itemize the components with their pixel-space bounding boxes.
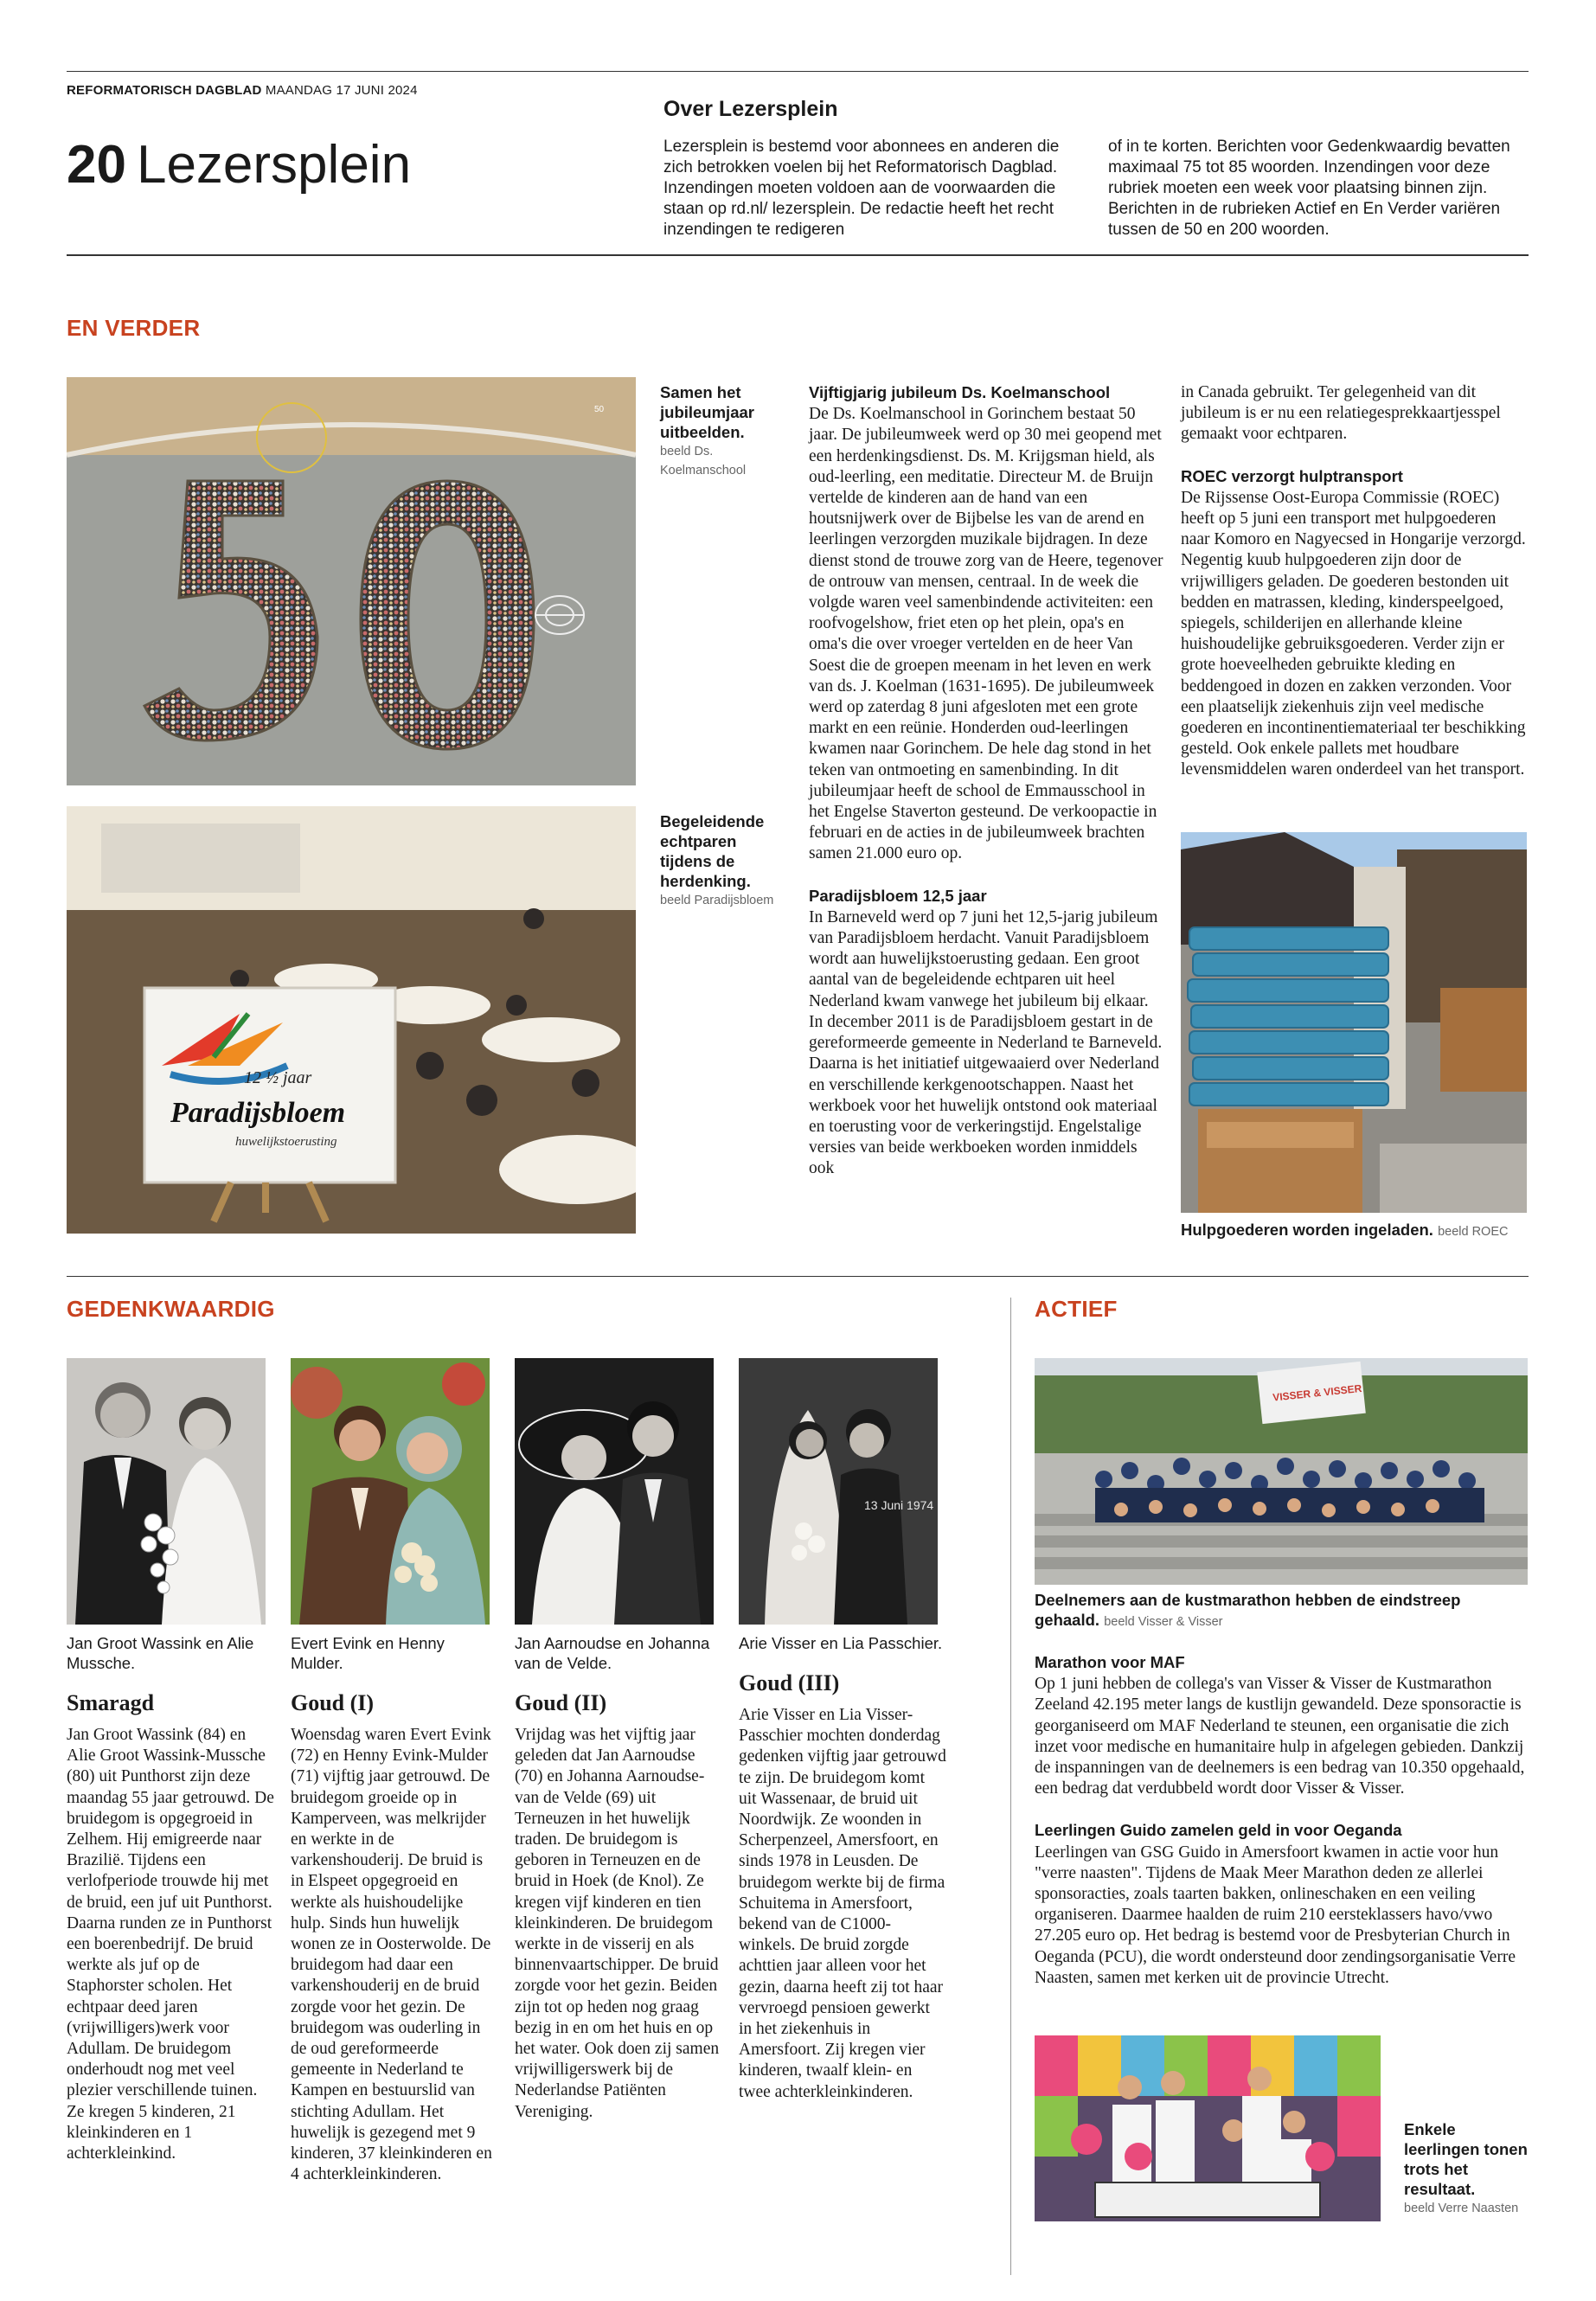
gedenkwaardig-item-4 xyxy=(739,1633,946,2103)
article-koelmanschool-title: Vijftigjarig jubileum Ds. Koelmanschool xyxy=(809,383,1111,401)
issue-date: MAANDAG 17 JUNI 2024 xyxy=(265,83,418,98)
article-paradijsbloem-text: In Barneveld werd op 7 juni het 12,5-jarig jubileum van Paradijsbloem herdacht. Vanuit Paradijsbloem wordt aan huwelijkstoerusting gedaan. Een groot aantal van de begeleidende echtparen uit heel Nederland kwam vanwege het jubileum bij elkaar. In december 2011 is de Paradijsbloem gestart in de gereformeerde gemeente in Nederland te Barneveld. Daarna is het initiatief uitgewaaierd over Nederland en verschillende kerkgenootschappen. Naast het werkboek voor het huwelijk ontstond ook materiaal en toerusting voor de verkeringstijd. Engelstalige versies van beide werkboeken worden inmiddels ook xyxy=(809,907,1163,1178)
en-verder-articles xyxy=(809,382,1163,1180)
article-koelmanschool-text: De Ds. Koelmanschool in Gorinchem bestaat 50 jaar. De jubileumweek werd op 30 mei geopend met een herdenkingsdienst. Ds. M. Krijgsman hield, als oud-leerling, een meditatie. Directeur M. de Bruijn vertelde de kinderen aan de hand van een houtsnijwerk over de Bijbelse les van de arend en leerlingen verzorgden muzikale bijdragen. In deze dienst stond de trouwe zorg van de Heere, tegenover de ontrouw van mensen, centraal. In de week die volgde waren veel samenbindende activiteiten: een roofvogelshow, friet eten op het plein, opa's en oma's die over vroeger vertelden en de heer Van Soest die de groepen meenam in het leven en werk van ds. J. Koelman (1631-1695). De jubileumweek werd op zaterdag 8 juni afgesloten met een grote markt en een reünie. Honderden oud-leerlingen kwamen naar Gorinchem. De hele dag stond in het teken van ontmoeting en samenbinding. In dit jubileumjaar heeft de school de Emmausschool in het Engelse Staverton gesteund. De verkoopactie in februari en de acties in de jubileumweek brachten samen 21.000 euro op. xyxy=(809,405,1163,863)
marathon-caption-text: Deelnemers aan de kustmarathon hebben de eindstreep gehaald. xyxy=(1035,1591,1461,1629)
couple-names: Evert Evink en Henny Mulder. xyxy=(291,1634,445,1672)
marathon-credit: beeld Visser & Visser xyxy=(1104,1615,1223,1629)
school-jubilee-photo xyxy=(67,377,636,785)
roec-photo xyxy=(1181,832,1527,1213)
sign-brand: Paradijsbloem xyxy=(170,1097,346,1129)
school-photo-credit: beeld Ds. Koelmanschool xyxy=(660,445,747,478)
paradijsbloem-image xyxy=(67,806,636,1234)
guido-image xyxy=(1035,2035,1381,2221)
wedding-image-1 xyxy=(67,1358,266,1625)
page-heading xyxy=(67,135,412,195)
article-maf-text: Op 1 juni hebben de collega's van Visser & Visser de Kustmarathon Zeeland 42.195 meter langs de kustlijn gewandeld. Deze sponsoractie is georganiseerd om MAF Nederland te steunen, een organisatie die zich inzet voor medische en humanitaire hulp in afgelegen gebieden. Dankzij de inspanningen van de deelnemers is een bedrag van 10.350 opgehaald, een bedrag dat verdubbeld wordt door Visser & Visser. xyxy=(1035,1675,1525,1798)
gedenkwaardig-item-3 xyxy=(515,1633,722,2123)
couple-names: Jan Groot Wassink en Alie Mussche. xyxy=(67,1634,254,1672)
photo-date-stamp: 13 Juni 1974 xyxy=(864,1498,934,1512)
paper-name: REFORMATORISCH DAGBLAD xyxy=(67,83,262,98)
middle-rule xyxy=(67,1276,1529,1277)
en-verder-articles-right xyxy=(1181,382,1527,781)
couple-names: Jan Aarnoudse en Johanna van de Velde. xyxy=(515,1634,710,1672)
banner-text: VISSER & VISSER xyxy=(1272,1381,1362,1404)
wedding-photo-2 xyxy=(291,1358,490,1625)
sign-subtitle: huwelijkstoerusting xyxy=(235,1135,337,1149)
wedding-photo-3 xyxy=(515,1358,714,1625)
wedding-photo-4 xyxy=(739,1358,938,1625)
article-roec-text: De Rijssense Oost-Europa Commissie (ROEC) heeft op 5 juni een transport met hulpgoederen naar Komoro en Nagyecsed in Hongarije verzorgd. Negentig kuub hulpgoederen zijn door de vrijwilligers geladen. De goederen bestonden uit bedden en matrassen, kleding, kinderspeelgoed, spiegels, schilderijen en allerhande kleine huishoudelijke gebruiksgoederen. Verder zijn er grote hoeveelheden gebruikte kleding en beddengoed in dozen en zakken verzonden. Voor een plaatselijk ziekenhuis zijn veel medische goederen en incontinentiemateriaal ter beschikking gesteld. Ook enkele pallets met houdbare levensmiddelen waren onderdeel van het transport. xyxy=(1181,488,1526,779)
marathon-image xyxy=(1035,1358,1528,1585)
paradijsbloem-caption-text: Begeleidende echtparen tijdens de herdenking. xyxy=(660,812,765,890)
article-roec-title: ROEC verzorgt hulptransport xyxy=(1181,466,1403,485)
school-photo-caption-text: Samen het jubileumjaar uitbeelden. xyxy=(660,383,754,441)
anniversary-text: Woensdag waren Evert Evink (72) en Henny Evink-Mulder (71) vijftig jaar getrouwd. De bruidegom groeide op in Kamperveen, was melkrijder en werkte in de varkenshouderij. De bruid is in Elspeet opgegroeid en werkte als huishoudelijke hulp. Sinds hun huwelijk wonen ze in Oosterwolde. De bruidegom had daar een varkenshouderij en de bruid zorgde voor het gezin. De bruidegom was ouderling in de oud gereformeerde gemeente in Nederland te Kampen en bestuurslid van stichting Adullam. Het huwelijk is gezegend met 9 kinderen, 37 kleinkinderen en 4 achterkleinkinderen. xyxy=(291,1726,492,2184)
gedenkwaardig-item-2 xyxy=(291,1633,498,2185)
article-paradijsbloem-continued: in Canada gebruikt. Ter gelegenheid van dit jubileum is er nu een relatiegesprekkaartjesspel gemaakt voor echtparen. xyxy=(1181,383,1501,444)
article-maf-title: Marathon voor MAF xyxy=(1035,1653,1185,1671)
roec-caption-text: Hulpgoederen worden ingeladen. xyxy=(1181,1221,1433,1239)
roec-caption xyxy=(1181,1220,1527,1241)
guido-caption xyxy=(1404,2119,1529,2218)
page-title: Lezersplein xyxy=(136,135,412,195)
jubilee-number: 50 xyxy=(594,405,605,414)
over-lezersplein-text-left: Lezersplein is bestemd voor abonnees en anderen die zich betrokken voelen bij het Reformatorisch Dagblad. Inzendingen moeten voldoen aan de voorwaarden die staan op rd.nl/ lezersplein. De redactie heeft het recht inzendingen te redigeren xyxy=(663,138,1060,239)
gedenkwaardig-item-1 xyxy=(67,1633,274,2164)
actief-articles xyxy=(1035,1652,1528,1989)
sign-years: 12 ½ jaar xyxy=(244,1068,312,1087)
guido-photo xyxy=(1035,2035,1381,2221)
anniversary-title: Goud (II) xyxy=(515,1690,607,1715)
school-photo-caption xyxy=(660,382,790,480)
marathon-caption xyxy=(1035,1590,1528,1631)
section-en-verder: EN VERDER xyxy=(67,315,201,341)
section-actief: ACTIEF xyxy=(1035,1296,1118,1322)
top-rule xyxy=(67,71,1529,72)
masthead xyxy=(67,83,418,98)
article-guido-text: Leerlingen van GSG Guido in Amersfoort kwamen in actie voor hun "verre naasten". Tijdens de Maak Meer Marathon deden ze allerlei sponsoracties, zoals taarten bakken, onlineschaken en een veiling organiseren. Daarmee haalden de ruim 210 eersteklassers havo/vwo 27.205 euro op. Het bedrag is bestemd voor de Presbyterian Church in Oeganda (PCU), die wordt ondersteund door zendingsorganisatie Verre Naasten, samen met kerken uit de provincie Utrecht. xyxy=(1035,1843,1516,1987)
marathon-photo xyxy=(1035,1358,1528,1585)
page-number: 20 xyxy=(67,135,126,195)
guido-caption-text: Enkele leerlingen tonen trots het resultaat. xyxy=(1404,2120,1528,2198)
anniversary-title: Goud (I) xyxy=(291,1690,375,1715)
roec-image xyxy=(1181,832,1527,1213)
section-gedenkwaardig: GEDENKWAARDIG xyxy=(67,1296,275,1322)
wedding-photo-1 xyxy=(67,1358,266,1625)
anniversary-text: Jan Groot Wassink (84) en Alie Groot Wassink-Mussche (80) uit Punthorst zijn deze maandag 55 jaar getrouwd. De bruidegom is opgegroeid in Zelhem. Hij emigreerde naar Brazilië. Tijdens een verlofperiode trouwde hij met de bruid, een juf uit Punthorst. Daarna runden ze in Punthorst een boerenbedrijf. De bruid werkte als juf op de Staphorster scholen. Het echtpaar deed jaren (vrijwilligers)werk voor Adullam. De bruidegom onderhoudt nog met veel plezier verschillende tuinen. Ze kregen 5 kinderen, 21 kleinkinderen en 1 achterkleinkind. xyxy=(67,1726,274,2163)
anniversary-text: Vrijdag was het vijftig jaar geleden dat Jan Aarnoudse (70) en Johanna Aarnoudse-van de Velde (69) uit Terneuzen in het huwelijk traden. De bruidegom is geboren in Terneuzen en de bruid in Hoek (de Knol). Ze kregen vijf kinderen en tien kleinkinderen. De bruidegom werkte in de visserij en als binnenvaartschipper. De bruid zorgde voor het gezin. Beiden zijn tot op heden nog graag bezig in en om het huis en op het water. Ook doen zij samen vrijwilligerswerk bij de Nederlandse Patiënten Vereniging. xyxy=(515,1726,720,2121)
anniversary-title: Smaragd xyxy=(67,1690,155,1715)
wedding-image-4 xyxy=(739,1358,938,1625)
column-divider xyxy=(1010,1298,1011,2275)
paradijsbloem-credit: beeld Paradijsbloem xyxy=(660,894,774,907)
over-lezersplein-text-right: of in te korten. Berichten voor Gedenkwaardig bevatten maximaal 75 tot 85 woorden. Inzendingen voor deze rubriek moeten een week voor plaatsing binnen zijn. Berichten in de rubrieken Actief en En Verder variëren tussen de 50 en 200 woorden. xyxy=(1108,138,1510,239)
over-lezersplein-title: Over Lezersplein xyxy=(663,97,838,121)
article-paradijsbloem-title: Paradijsbloem 12,5 jaar xyxy=(809,886,987,905)
anniversary-title: Goud (III) xyxy=(739,1670,840,1695)
couple-names: Arie Visser en Lia Passchier. xyxy=(739,1634,943,1652)
school-jubilee-image xyxy=(67,377,636,785)
header-bottom-rule xyxy=(67,254,1529,256)
wedding-image-2 xyxy=(291,1358,490,1625)
roec-credit: beeld ROEC xyxy=(1438,1225,1509,1239)
paradijsbloem-photo xyxy=(67,806,636,1234)
paradijsbloem-caption xyxy=(660,811,790,910)
article-guido-title: Leerlingen Guido zamelen geld in voor Oeganda xyxy=(1035,1821,1402,1840)
anniversary-text: Arie Visser en Lia Visser-Passchier mochten donderdag gedenken vijftig jaar getrouwd te zijn. De bruidegom komt uit Wassenaar, de bruid uit Noordwijk. Ze woonden in Scherpenzeel, Amersfoort, en sinds 1978 in Leusden. De bruidegom werkte bij de firma Schuitema in Amersfoort, bekend van de C1000-winkels. De bruid zorgde achttien jaar alleen voor het gezin, daarna heeft zij tot haar vervroegd pensioen gewerkt in het ziekenhuis in Amersfoort. Zij kregen vier kinderen, twaalf klein- en twee achterkleinkinderen. xyxy=(739,1706,946,2101)
wedding-image-3 xyxy=(515,1358,714,1625)
guido-credit: beeld Verre Naasten xyxy=(1404,2202,1519,2215)
